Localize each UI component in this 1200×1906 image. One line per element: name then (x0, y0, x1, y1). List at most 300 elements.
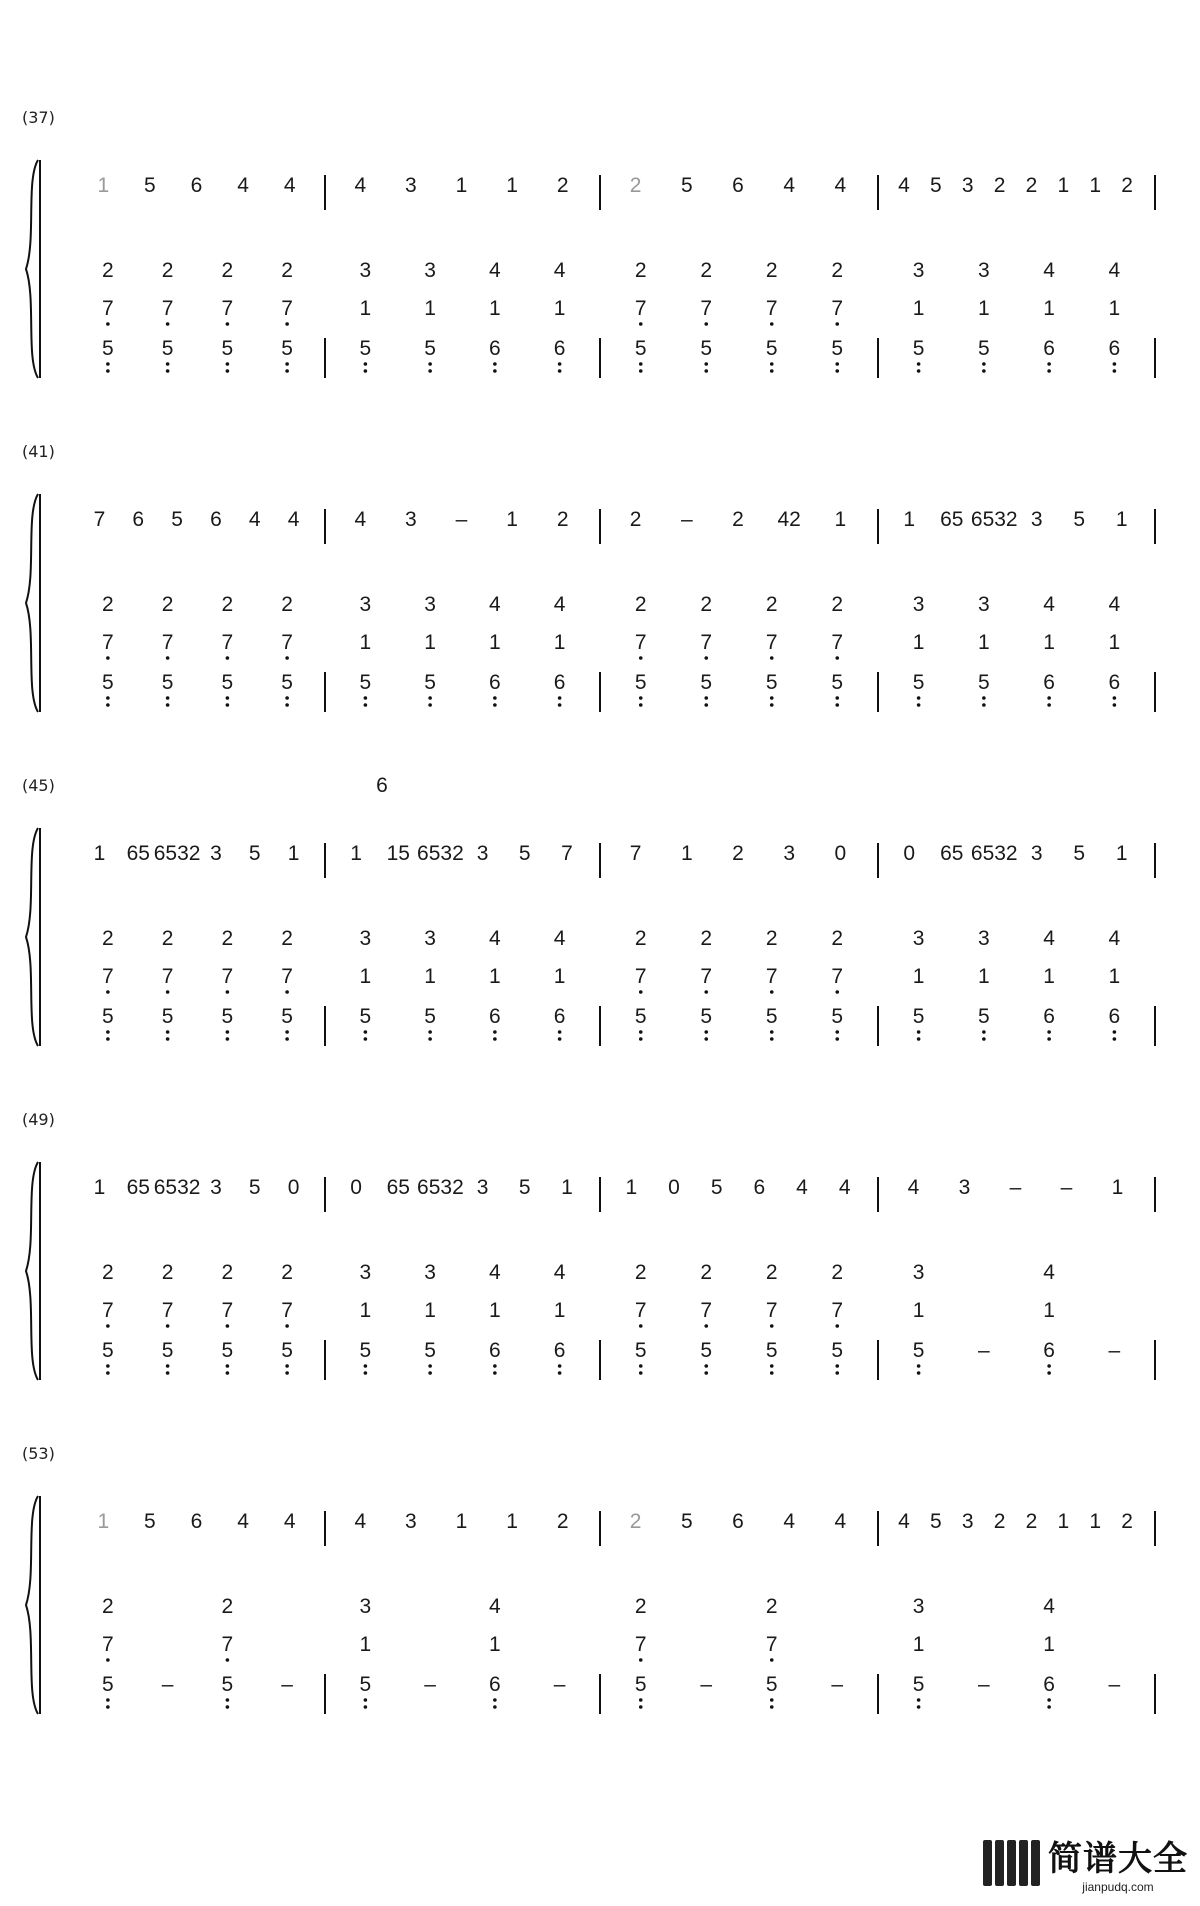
octave-dot (639, 362, 643, 366)
melody-note: 1 (287, 842, 300, 865)
accompaniment-note: 2 (161, 927, 174, 950)
octave-dot (770, 1705, 774, 1709)
accompaniment-note: 7 (765, 1633, 778, 1656)
accompaniment-note: 5 (221, 1339, 234, 1362)
accompaniment-note: 1 (912, 631, 925, 654)
accompaniment-note: 1 (1043, 631, 1055, 654)
octave-dot (558, 1364, 562, 1368)
accompaniment-note: 7 (102, 631, 114, 654)
octave-dot (770, 696, 774, 700)
octave-dot (835, 1364, 839, 1368)
melody-note: 6532 (153, 842, 201, 865)
accompaniment-note: 5 (281, 1005, 293, 1028)
octave-dot (835, 656, 839, 660)
accompaniment-note: 3 (359, 927, 372, 950)
octave-dot (917, 362, 921, 366)
accompaniment-note: 5 (102, 337, 114, 360)
octave-dot (917, 696, 921, 700)
melody-note: 4 (354, 508, 367, 531)
octave-dot (364, 369, 368, 373)
accompaniment-note: 4 (1043, 927, 1055, 950)
melody-note: – (1009, 1176, 1022, 1199)
octave-dot (364, 1705, 368, 1709)
octave-dot (1113, 696, 1117, 700)
octave-dot (1047, 703, 1051, 707)
accompaniment-note: 1 (1043, 1633, 1055, 1656)
octave-dot (166, 362, 170, 366)
melody-note: 2 (732, 508, 744, 531)
accompaniment-note: 2 (831, 1261, 844, 1284)
octave-dot (285, 1364, 289, 1368)
octave-dot (770, 322, 774, 326)
octave-dot (226, 1705, 230, 1709)
octave-dot (1047, 369, 1051, 373)
accompaniment-note: 4 (1043, 259, 1055, 282)
octave-dot (835, 1030, 839, 1034)
octave-dot (106, 703, 110, 707)
melody-note: 6 (210, 508, 222, 531)
octave-dot (226, 1324, 230, 1328)
accompaniment-note: 3 (359, 593, 372, 616)
melody-note: 5 (248, 842, 261, 865)
accompaniment-note: 5 (831, 337, 844, 360)
melody-note: 4 (354, 1510, 367, 1533)
octave-dot (770, 1658, 774, 1662)
melody-note: 5 (1073, 842, 1086, 865)
accompaniment-note: 7 (634, 965, 647, 988)
accompaniment-note: 5 (424, 1339, 436, 1362)
melody-note: 2 (993, 1510, 1006, 1533)
accompaniment-note: 1 (424, 631, 436, 654)
octave-dot (285, 656, 289, 660)
accompaniment-note: 2 (161, 593, 174, 616)
octave-dot (639, 656, 643, 660)
accompaniment-note: 3 (424, 259, 436, 282)
accompaniment-note: 5 (161, 337, 174, 360)
accompaniment-note: 2 (161, 1261, 174, 1284)
accompaniment-note: 5 (359, 337, 372, 360)
accompaniment-note: 5 (359, 1339, 372, 1362)
melody-note: 3 (210, 842, 222, 865)
accompaniment-note: 6 (553, 1339, 566, 1362)
octave-dot (639, 703, 643, 707)
accompaniment-note: 2 (102, 259, 114, 282)
octave-dot (704, 1037, 708, 1041)
melody-note: 1 (680, 842, 693, 865)
melody-note: 6532 (970, 842, 1018, 865)
accompaniment-note: 2 (281, 927, 293, 950)
accompaniment-note: 4 (1108, 593, 1121, 616)
accompaniment-note: 4 (489, 1261, 501, 1284)
accompaniment-note: 5 (912, 1339, 925, 1362)
octave-dot (917, 1371, 921, 1375)
accompaniment-note: 5 (765, 1339, 778, 1362)
sustain-dash: – (553, 1673, 566, 1696)
octave-dot (428, 1030, 432, 1034)
octave-dot (285, 1371, 289, 1375)
accompaniment-note: 2 (700, 927, 713, 950)
octave-dot (558, 369, 562, 373)
octave-dot (364, 1698, 368, 1702)
melody-note: 3 (961, 174, 974, 197)
accompaniment-note: 4 (1108, 927, 1121, 950)
accompaniment-note: 7 (102, 1633, 114, 1656)
accompaniment-note: 5 (700, 337, 713, 360)
octave-dot (982, 369, 986, 373)
octave-dot (226, 696, 230, 700)
melody-note: 5 (248, 1176, 261, 1199)
octave-dot (106, 322, 110, 326)
accompaniment-note: 1 (359, 631, 372, 654)
melody-note: 1 (506, 508, 518, 531)
octave-dot (166, 703, 170, 707)
accompaniment-note: 2 (700, 593, 713, 616)
melody-note: 5 (929, 174, 942, 197)
melody-note: 5 (680, 174, 693, 197)
melody-note: 5 (144, 174, 156, 197)
octave-dot (770, 1037, 774, 1041)
brace (26, 1162, 38, 1380)
octave-dot (166, 656, 170, 660)
accompaniment-note: 7 (221, 1633, 234, 1656)
octave-dot (428, 1037, 432, 1041)
melody-note: 6532 (417, 1176, 464, 1199)
accompaniment-note: 1 (912, 1299, 925, 1322)
accompaniment-note: 1 (553, 631, 566, 654)
melody-note: 65 (940, 508, 964, 531)
sustain-dash: – (978, 1673, 990, 1696)
accompaniment-note: 1 (978, 297, 990, 320)
accompaniment-note: 2 (221, 1261, 234, 1284)
melody-note: 1 (625, 1176, 638, 1199)
accompaniment-note: 3 (424, 927, 436, 950)
accompaniment-note: 1 (489, 1633, 501, 1656)
melody-note: 6532 (153, 1176, 201, 1199)
accompaniment-note: 5 (978, 671, 990, 694)
accompaniment-note: 3 (424, 593, 436, 616)
octave-dot (493, 369, 497, 373)
octave-dot (226, 1030, 230, 1034)
logo-name: 简谱大全 (1048, 1839, 1188, 1879)
accompaniment-note: 5 (765, 671, 778, 694)
octave-dot (1113, 1037, 1117, 1041)
melody-note: 1 (1057, 174, 1070, 197)
octave-dot (106, 1030, 110, 1034)
accompaniment-note: 7 (700, 297, 713, 320)
octave-dot (704, 362, 708, 366)
accompaniment-note: 3 (912, 593, 925, 616)
measure-number: (41) (22, 442, 55, 461)
measure-number: (45) (22, 776, 55, 795)
accompaniment-note: 1 (359, 1299, 372, 1322)
melody-note: 2 (1025, 1510, 1038, 1533)
melody-note: 4 (834, 1510, 847, 1533)
octave-dot (106, 990, 110, 994)
octave-dot (558, 362, 562, 366)
accompaniment-note: 1 (553, 1299, 566, 1322)
accompaniment-note: 7 (765, 631, 778, 654)
accompaniment-note: 4 (1108, 259, 1121, 282)
accompaniment-note: 1 (489, 1299, 501, 1322)
octave-dot (364, 1364, 368, 1368)
octave-dot (558, 1030, 562, 1034)
melody-note: 3 (476, 1176, 489, 1199)
accompaniment-note: 4 (1043, 1261, 1055, 1284)
accompaniment-note: 1 (1043, 965, 1055, 988)
accompaniment-note: 4 (553, 259, 566, 282)
accompaniment-note: 4 (489, 1595, 501, 1618)
accompaniment-note: 5 (221, 1005, 234, 1028)
octave-dot (166, 1324, 170, 1328)
accompaniment-note: 2 (102, 593, 114, 616)
accompaniment-note: 6 (1043, 671, 1055, 694)
melody-note: 6 (732, 174, 744, 197)
melody-note: 6532 (417, 842, 464, 865)
accompaniment-note: 5 (912, 1005, 925, 1028)
melody-note: 6 (190, 174, 203, 197)
melody-note: 1 (1111, 1176, 1124, 1199)
octave-dot (770, 1371, 774, 1375)
brace (26, 160, 38, 378)
melody-note: 7 (629, 842, 642, 865)
accompaniment-note: 5 (634, 1673, 647, 1696)
accompaniment-note: 4 (1043, 593, 1055, 616)
melody-note: 0 (668, 1176, 680, 1199)
octave-dot (835, 990, 839, 994)
octave-dot (835, 322, 839, 326)
accompaniment-note: 5 (765, 1673, 778, 1696)
melody-note: 2 (556, 1510, 569, 1533)
accompaniment-note: 7 (634, 1633, 647, 1656)
accompaniment-note: 1 (1108, 965, 1121, 988)
accompaniment-note: 1 (978, 631, 990, 654)
accompaniment-note: 7 (765, 1299, 778, 1322)
measure-number: (49) (22, 1110, 55, 1129)
octave-dot (982, 696, 986, 700)
accompaniment-note: 3 (912, 927, 925, 950)
accompaniment-note: 7 (700, 965, 713, 988)
octave-dot (166, 1364, 170, 1368)
octave-dot (835, 703, 839, 707)
octave-dot (364, 1371, 368, 1375)
accompaniment-note: 5 (765, 337, 778, 360)
octave-dot (285, 1037, 289, 1041)
site-logo (983, 1831, 1188, 1894)
octave-dot (493, 1705, 497, 1709)
accompaniment-note: 7 (281, 297, 293, 320)
octave-dot (106, 1037, 110, 1041)
octave-dot (558, 1371, 562, 1375)
octave-dot (1047, 1371, 1051, 1375)
melody-note: 4 (237, 1510, 249, 1533)
accompaniment-note: 6 (489, 671, 501, 694)
octave-dot (1113, 362, 1117, 366)
accompaniment-note: 1 (359, 965, 372, 988)
octave-dot (285, 1324, 289, 1328)
octave-dot (835, 362, 839, 366)
accompaniment-note: 7 (102, 1299, 114, 1322)
octave-dot (428, 369, 432, 373)
melody-note: 4 (838, 1176, 851, 1199)
accompaniment-note: 2 (161, 259, 174, 282)
melody-note: – (1060, 1176, 1073, 1199)
octave-dot (364, 362, 368, 366)
brace (26, 828, 38, 1046)
sustain-dash: – (700, 1673, 713, 1696)
accompaniment-note: 2 (102, 1595, 114, 1618)
octave-dot (428, 1364, 432, 1368)
brace (26, 494, 38, 712)
accompaniment-note: 7 (221, 965, 234, 988)
accompaniment-note: 2 (831, 259, 844, 282)
accompaniment-note: 5 (221, 1673, 234, 1696)
accompaniment-note: 6 (489, 1339, 501, 1362)
melody-note: 6 (753, 1176, 766, 1199)
accompaniment-note: 2 (831, 927, 844, 950)
accompaniment-note: 2 (221, 1595, 234, 1618)
melody-note: 3 (1030, 842, 1043, 865)
octave-dot (106, 696, 110, 700)
octave-dot (639, 1030, 643, 1034)
accompaniment-note: 4 (489, 927, 501, 950)
melody-note: 2 (1121, 1510, 1133, 1533)
octave-dot (226, 1371, 230, 1375)
octave-dot (639, 1658, 643, 1662)
melody-note: 4 (796, 1176, 808, 1199)
accompaniment-note: 6 (1108, 671, 1121, 694)
accompaniment-note: 5 (161, 1339, 174, 1362)
accompaniment-note: 1 (359, 297, 372, 320)
melody-note: 1 (903, 508, 916, 531)
accompaniment-note: 6 (1043, 337, 1055, 360)
accompaniment-note: 5 (912, 337, 925, 360)
accompaniment-note: 4 (1043, 1595, 1055, 1618)
octave-dot (917, 1037, 921, 1041)
accompaniment-note: 3 (912, 1261, 925, 1284)
accompaniment-note: 5 (700, 671, 713, 694)
accompaniment-note: 1 (553, 297, 566, 320)
accompaniment-note: 5 (634, 1339, 647, 1362)
melody-note: 42 (777, 508, 801, 531)
octave-dot (106, 1324, 110, 1328)
octave-dot (704, 1324, 708, 1328)
accompaniment-note: 2 (765, 593, 778, 616)
octave-dot (428, 1371, 432, 1375)
accompaniment-note: 7 (221, 297, 234, 320)
octave-dot (917, 1364, 921, 1368)
octave-dot (770, 369, 774, 373)
octave-dot (226, 1364, 230, 1368)
accompaniment-note: 2 (765, 1261, 778, 1284)
accompaniment-note: 7 (831, 1299, 844, 1322)
accompaniment-note: 4 (553, 593, 566, 616)
accompaniment-note: 7 (634, 297, 647, 320)
melody-note: 1 (1089, 174, 1102, 197)
accompaniment-note: 4 (489, 593, 501, 616)
accompaniment-note: 5 (424, 337, 436, 360)
accompaniment-note: 2 (102, 1261, 114, 1284)
octave-dot (558, 696, 562, 700)
octave-dot (704, 369, 708, 373)
octave-dot (285, 369, 289, 373)
octave-dot (835, 1037, 839, 1041)
accompaniment-note: 7 (102, 297, 114, 320)
octave-dot (285, 990, 289, 994)
accompaniment-note: 1 (489, 297, 501, 320)
melody-note: 3 (958, 1176, 971, 1199)
melody-note: – (680, 508, 693, 531)
accompaniment-note: 6 (1043, 1005, 1055, 1028)
accompaniment-note: 1 (1108, 631, 1121, 654)
accompaniment-note: 5 (161, 671, 174, 694)
accompaniment-note: 6 (1043, 1339, 1055, 1362)
melody-note: 1 (506, 1510, 518, 1533)
melody-note: 7 (93, 508, 106, 531)
melody-note: 3 (210, 1176, 222, 1199)
octave-dot (166, 1030, 170, 1034)
accompaniment-note: 2 (634, 259, 647, 282)
sustain-dash: – (1108, 1673, 1121, 1696)
octave-dot (285, 362, 289, 366)
octave-dot (106, 1371, 110, 1375)
melody-note: 3 (783, 842, 796, 865)
accompaniment-note: 3 (359, 259, 372, 282)
accompaniment-note: 5 (634, 671, 647, 694)
accompaniment-note: 5 (912, 1673, 925, 1696)
accompaniment-note: 7 (161, 631, 174, 654)
octave-dot (106, 362, 110, 366)
accompaniment-note: 2 (765, 927, 778, 950)
octave-dot (285, 322, 289, 326)
octave-dot (639, 1037, 643, 1041)
accompaniment-note: 6 (489, 337, 501, 360)
accompaniment-note: 5 (700, 1005, 713, 1028)
accompaniment-note: 7 (831, 965, 844, 988)
accompaniment-note: 3 (978, 259, 990, 282)
octave-dot (639, 322, 643, 326)
melody-note: 4 (834, 174, 847, 197)
octave-dot (835, 369, 839, 373)
melody-note: 2 (556, 174, 569, 197)
octave-dot (639, 369, 643, 373)
accompaniment-note: 1 (424, 965, 436, 988)
melody-note: 2 (629, 1510, 642, 1533)
melody-note: 1 (455, 174, 468, 197)
melody-note: 4 (283, 1510, 296, 1533)
melody-note: 1 (1115, 508, 1128, 531)
accompaniment-note: 1 (912, 1633, 925, 1656)
accompaniment-note: 7 (161, 297, 174, 320)
octave-dot (226, 1698, 230, 1702)
melody-note: 4 (354, 174, 367, 197)
melody-note: 4 (237, 174, 249, 197)
octave-dot (285, 696, 289, 700)
octave-dot (770, 656, 774, 660)
accompaniment-note: 1 (912, 297, 925, 320)
piano-keys-icon (983, 1840, 1040, 1886)
octave-dot (704, 990, 708, 994)
octave-dot (166, 369, 170, 373)
melody-note: 1 (561, 1176, 573, 1199)
accompaniment-note: 5 (765, 1005, 778, 1028)
octave-dot (226, 990, 230, 994)
accompaniment-note: 7 (765, 965, 778, 988)
accompaniment-note: 7 (281, 965, 293, 988)
octave-dot (982, 703, 986, 707)
accompaniment-note: 7 (634, 1299, 647, 1322)
octave-dot (558, 703, 562, 707)
accompaniment-note: 6 (553, 1005, 566, 1028)
